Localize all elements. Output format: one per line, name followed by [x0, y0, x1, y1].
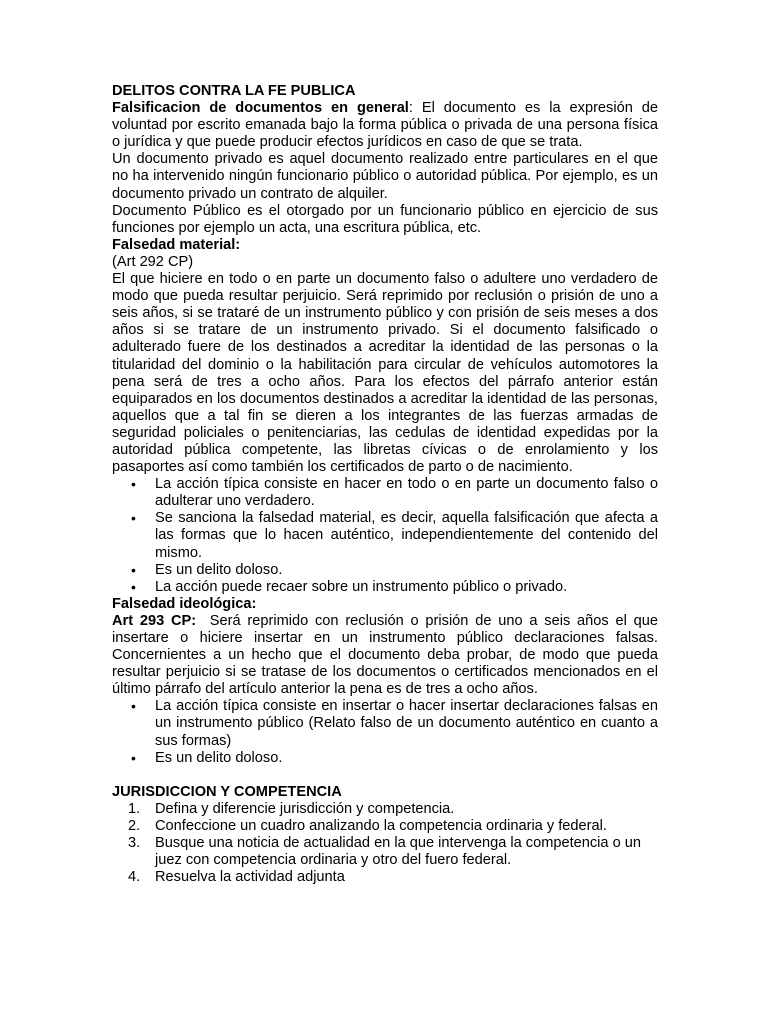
public-document-paragraph: Documento Público es el otorgado por un funcionario público en ejercicio de sus funciones por ejemplo un acta, una escritura pública, etc. [112, 202, 658, 236]
private-document-paragraph: Un documento privado es aquel documento realizado entre particulares en el que no ha intervenido ningún funcionario público o autoridad pública. Por ejemplo, es un documento privado un contrato de alquiler. [112, 151, 658, 202]
list-item: • La acción típica consiste en hacer en todo o en parte un documento falso o adulterar uno verdadero. [155, 476, 658, 510]
ideologica-text: Será reprimido con reclusión o prisión de uno a seis años el que insertare o hiciere insertar en un instrumento público declaraciones falsas. Concernientes a un hecho que el documento deba probar, de modo que pueda resultar perjuicio si se tratase de los documentos o certificados mencionados en el último párrafo del artículo anterior la pena es de tres a ocho años. [112, 612, 663, 698]
item-text: Defina y diferencie jurisdicción y competencia. [155, 800, 455, 817]
ideologica-heading: Falsedad ideológica: [112, 595, 257, 612]
item-text: Busque una noticia de actualidad en la que intervenga la competencia o un juez con competencia ordinaria y otro del fuero federal. [155, 835, 641, 869]
material-bullet-list [112, 476, 658, 596]
list-item: • Se sanciona la falsedad material, es decir, aquella falsificación que afecta a las formas que lo hacen auténtico, independientemente del contenido del mismo. [155, 510, 658, 561]
item-text: Resuelva la actividad adjunta [155, 869, 345, 886]
section-spacer [112, 767, 658, 784]
item-number: 4. [128, 869, 141, 886]
general-label: Falsificacion de documentos en general [112, 100, 409, 117]
item-number: 2. [128, 817, 141, 834]
jurisdiccion-numbered-list [112, 801, 658, 886]
ideologica-paragraph [112, 612, 663, 698]
list-item [128, 869, 658, 886]
material-heading: Falsedad material: [112, 236, 241, 253]
list-item: • La acción puede recaer sobre un instrumento público o privado. [155, 579, 658, 596]
jurisdiccion-heading: JURISDICCION Y COMPETENCIA [112, 783, 342, 800]
item-number: 1. [128, 800, 141, 817]
list-item: • Es un delito doloso. [155, 562, 658, 579]
general-text: : El documento es la expresión de voluntad por escrito emanada bajo la forma pública o privada de una persona física o jurídica y que puede producir efectos jurídicos en caso de que se trata. [112, 100, 658, 151]
material-article: (Art 292 CP) [112, 253, 194, 270]
material-paragraph: El que hiciere en todo o en parte un documento falso o adultere uno verdadero de modo que pueda resultar perjuicio. Será reprimido por reclusión o prisión de uno a seis años, si se trataré de un instrumento público y con prisión de seis meses a dos años si se tratare de un instrumento privado. Si el documento falsificado o adulterado fuere de los destinados a acreditar la identidad de las personas o la titularidad del dominio o la habilitación para circular de vehículos automotores la pena será de tres a ocho años. Para los efectos del párrafo anterior están equiparados en los documentos destinados a acreditar la identidad de las personas, aquellos que a tal fin se dieren a los integrantes de las fuerzas armadas de seguridad policiales o penitenciarias, las cedulas de identidad expedidas por la autoridad pública competente, las libretas cívicas o de enrolamiento y los pasaportes así como también los certificados de parto o de nacimiento. [112, 271, 658, 476]
document-title: DELITOS CONTRA LA FE PUBLICA [112, 83, 356, 99]
list-item [128, 817, 658, 835]
list-item: • Es un delito doloso. [155, 750, 658, 767]
ideologica-bullet-list [112, 698, 658, 766]
item-number: 3. [128, 835, 141, 852]
list-item [128, 835, 658, 869]
ideologica-article-label: Art 293 CP: [112, 612, 197, 629]
item-text: Confeccione un cuadro analizando la competencia ordinaria y federal. [155, 817, 607, 834]
list-item: • La acción típica consiste en insertar o hacer insertar declaraciones falsas en un instrumento público (Relato falso de un documento auténtico en cuanto a sus formas) [155, 698, 658, 749]
list-item [128, 800, 658, 818]
general-paragraph [112, 100, 658, 151]
